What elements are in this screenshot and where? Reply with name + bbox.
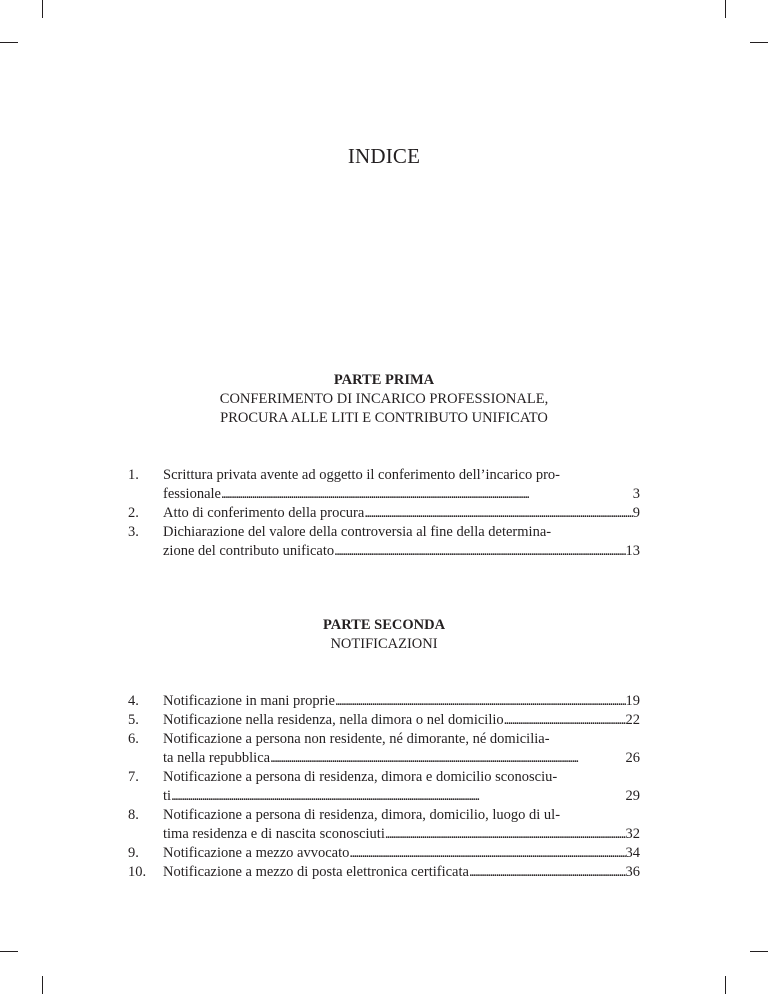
toc-entry[interactable] [128,466,640,504]
entry-text: ta nella repubblica [163,750,271,766]
entry-text: Notificazione nella residenza, nella dimora o nel domicilio [163,712,504,728]
page-number: 19 [625,693,640,709]
entry-text: fessionale [163,486,221,502]
entry-number: 7. [128,769,139,785]
entry-number: 8. [128,807,139,823]
entry-text: ti [163,788,172,804]
part-two-toc [128,692,640,882]
crop-mark-bottom-left-horizontal [0,951,18,952]
toc-entry[interactable] [128,863,640,882]
entry-text: Scrittura privata avente ad oggetto il conferimento dell’incarico pro- [163,467,560,483]
toc-entry[interactable] [128,768,640,806]
crop-mark-top-right-horizontal [750,42,768,43]
entry-text: Notificazione a persona non residente, né dimorante, né domicilia- [163,731,550,747]
page-number: 22 [625,712,640,728]
entry-number: 9. [128,845,139,861]
entry-number: 10. [128,864,147,880]
part-two-label: PARTE SECONDA [322,617,446,633]
leader-dots [349,844,625,863]
page-number: 34 [625,845,640,861]
leader-dots [334,542,625,561]
entry-text: Notificazione a persona di residenza, dimora, domicilio, luogo di ul- [163,807,561,823]
page-title: INDICE [347,144,421,168]
part-one-title-line: CONFERIMENTO DI INCARICO PROFESSIONALE, [219,391,549,407]
entry-number: 1. [128,467,139,483]
toc-entry[interactable] [128,692,640,711]
toc-entry[interactable] [128,730,640,768]
page-number: 32 [625,826,640,842]
page-number: 26 [625,750,640,766]
entry-number: 4. [128,693,139,709]
part-two-title-line: NOTIFICAZIONI [330,636,438,652]
leader-dots [221,485,633,504]
crop-mark-top-left-horizontal [0,42,18,43]
page-number: 3 [632,486,640,502]
toc-entry[interactable] [128,806,640,844]
leader-dots [385,825,626,844]
entry-number: 5. [128,712,139,728]
leader-dots [171,787,625,806]
leader-dots [335,692,626,711]
crop-mark-top-right-vertical [725,0,726,18]
page-number: 29 [625,788,640,804]
crop-mark-bottom-right-horizontal [750,951,768,952]
page-number: 9 [632,505,640,521]
part-one-label: PARTE PRIMA [333,372,435,388]
part-one-title-line: PROCURA ALLE LITI E CONTRIBUTO UNIFICATO [220,410,548,426]
entry-text: tima residenza e di nascita sconosciuti [163,826,385,842]
entry-text: zione del contributo unificato [163,543,335,559]
leader-dots [469,863,626,882]
entry-text: Notificazione in mani proprie [163,693,335,709]
leader-dots [364,504,632,523]
entry-number: 2. [128,505,139,521]
entry-text: Notificazione a persona di residenza, dimora e domicilio sconosciu- [163,769,558,785]
entry-text: Notificazione a mezzo avvocato [163,845,350,861]
entry-text: Notificazione a mezzo di posta elettronica certificata [163,864,469,880]
entry-text: Atto di conferimento della procura [163,505,365,521]
crop-mark-top-left-vertical [42,0,43,18]
entry-text: Dichiarazione del valore della controversia al fine della determina- [163,524,552,540]
leader-dots [504,711,626,730]
entry-number: 6. [128,731,139,747]
toc-entry[interactable] [128,844,640,863]
toc-entry[interactable] [128,523,640,561]
toc-entry[interactable] [128,504,640,523]
part-two-heading [0,616,768,654]
part-one-toc [128,466,640,561]
page-number: 13 [625,543,640,559]
leader-dots [270,749,625,768]
crop-mark-bottom-left-vertical [42,976,43,994]
toc-entry[interactable] [128,711,640,730]
part-one-heading [0,371,768,428]
entry-number: 3. [128,524,139,540]
crop-mark-bottom-right-vertical [725,976,726,994]
page-number: 36 [625,864,640,880]
